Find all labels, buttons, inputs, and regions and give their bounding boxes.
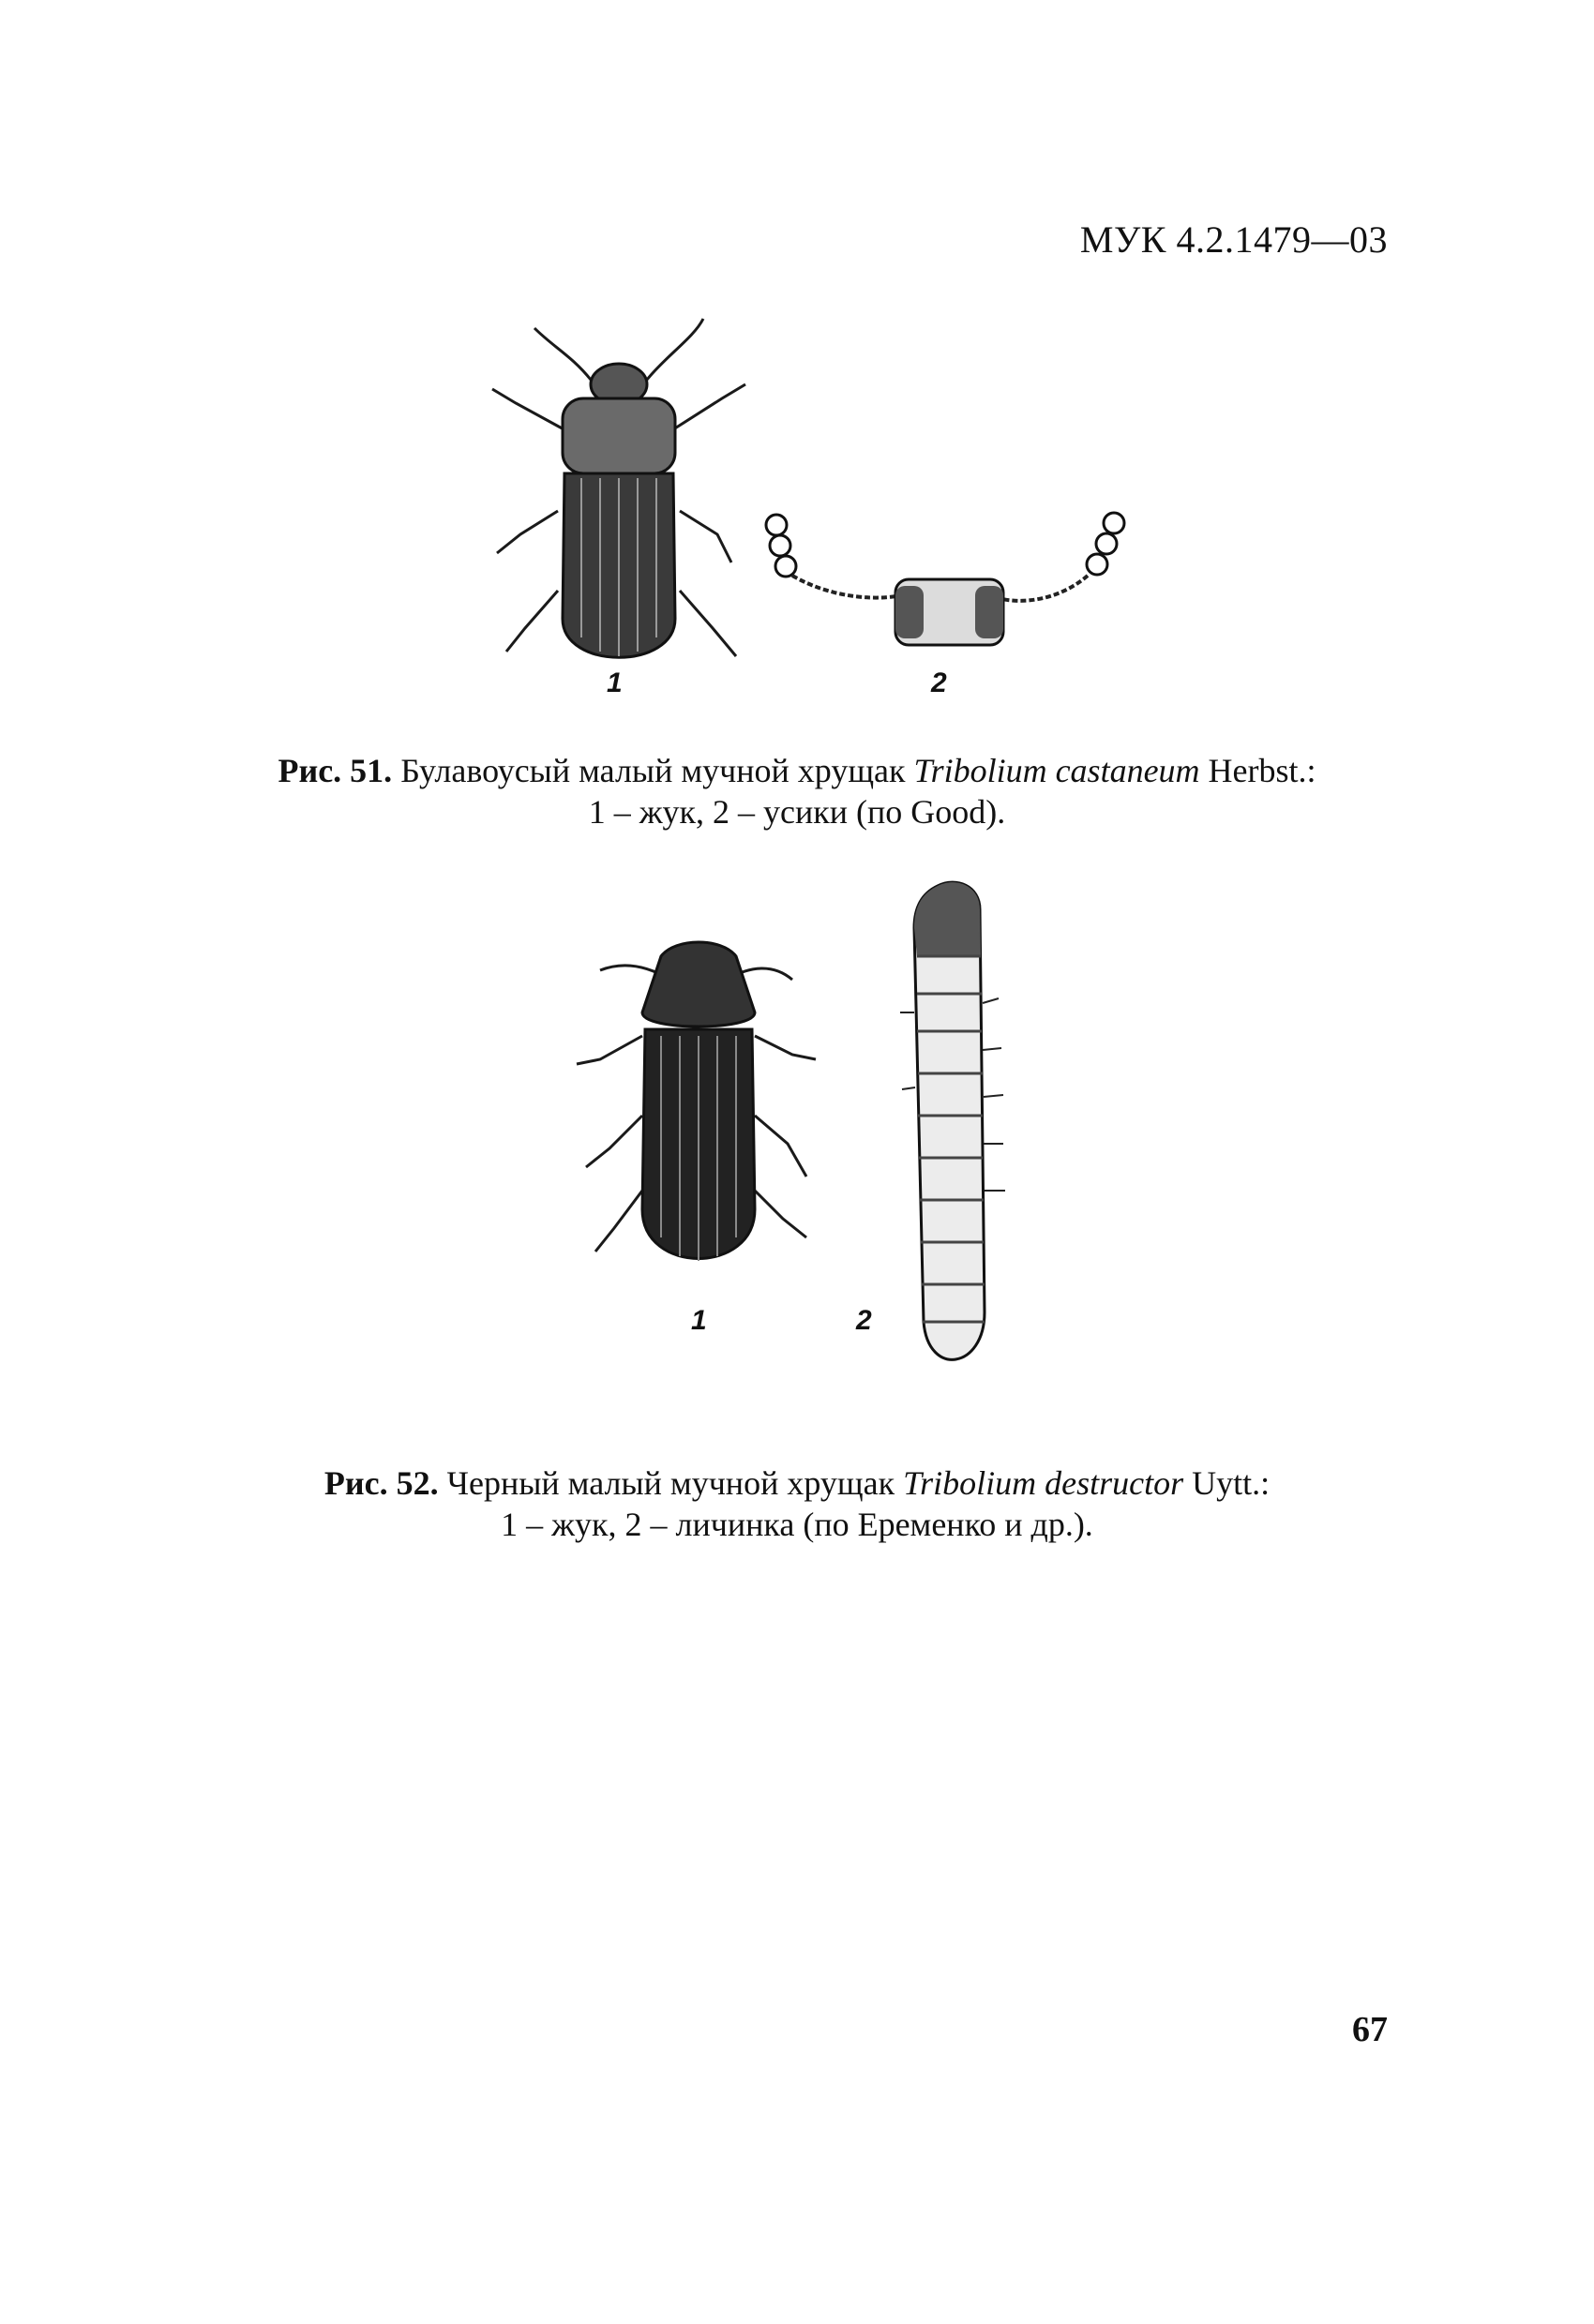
figure-51-antennae-illustration: [759, 497, 1135, 666]
figure-52-beetle-illustration: [572, 928, 825, 1284]
figure-51-caption-line-1: Рис. 51. Булавоусый малый мучной хрущак Tribolium castaneum Herbst.:: [278, 752, 1316, 789]
figure-51-label-2: 2: [931, 667, 947, 698]
figure-52-caption: [188, 1462, 1406, 1545]
figure-52-larva-illustration: [863, 872, 1050, 1406]
figure-51-caption-line-2: 1 – жук, 2 – усики (по Good).: [588, 793, 1006, 831]
figure-52-label-2: 2: [856, 1305, 872, 1336]
figure-52-label-1: 1: [691, 1305, 707, 1336]
figure-51-caption: [188, 750, 1406, 832]
figure-51-label-1: 1: [607, 667, 623, 698]
figure-51-beetle-illustration: [478, 309, 759, 684]
figure-52-caption-line-2: 1 – жук, 2 – личинка (по Еременко и др.).: [501, 1506, 1093, 1543]
figure-52-caption-line-1: Рис. 52. Черный малый мучной хрущак Tribolium destructor Uytt.:: [323, 1464, 1271, 1502]
document-code: МУК 4.2.1479—03: [1079, 218, 1388, 261]
page-number: 67: [1352, 2010, 1388, 2049]
